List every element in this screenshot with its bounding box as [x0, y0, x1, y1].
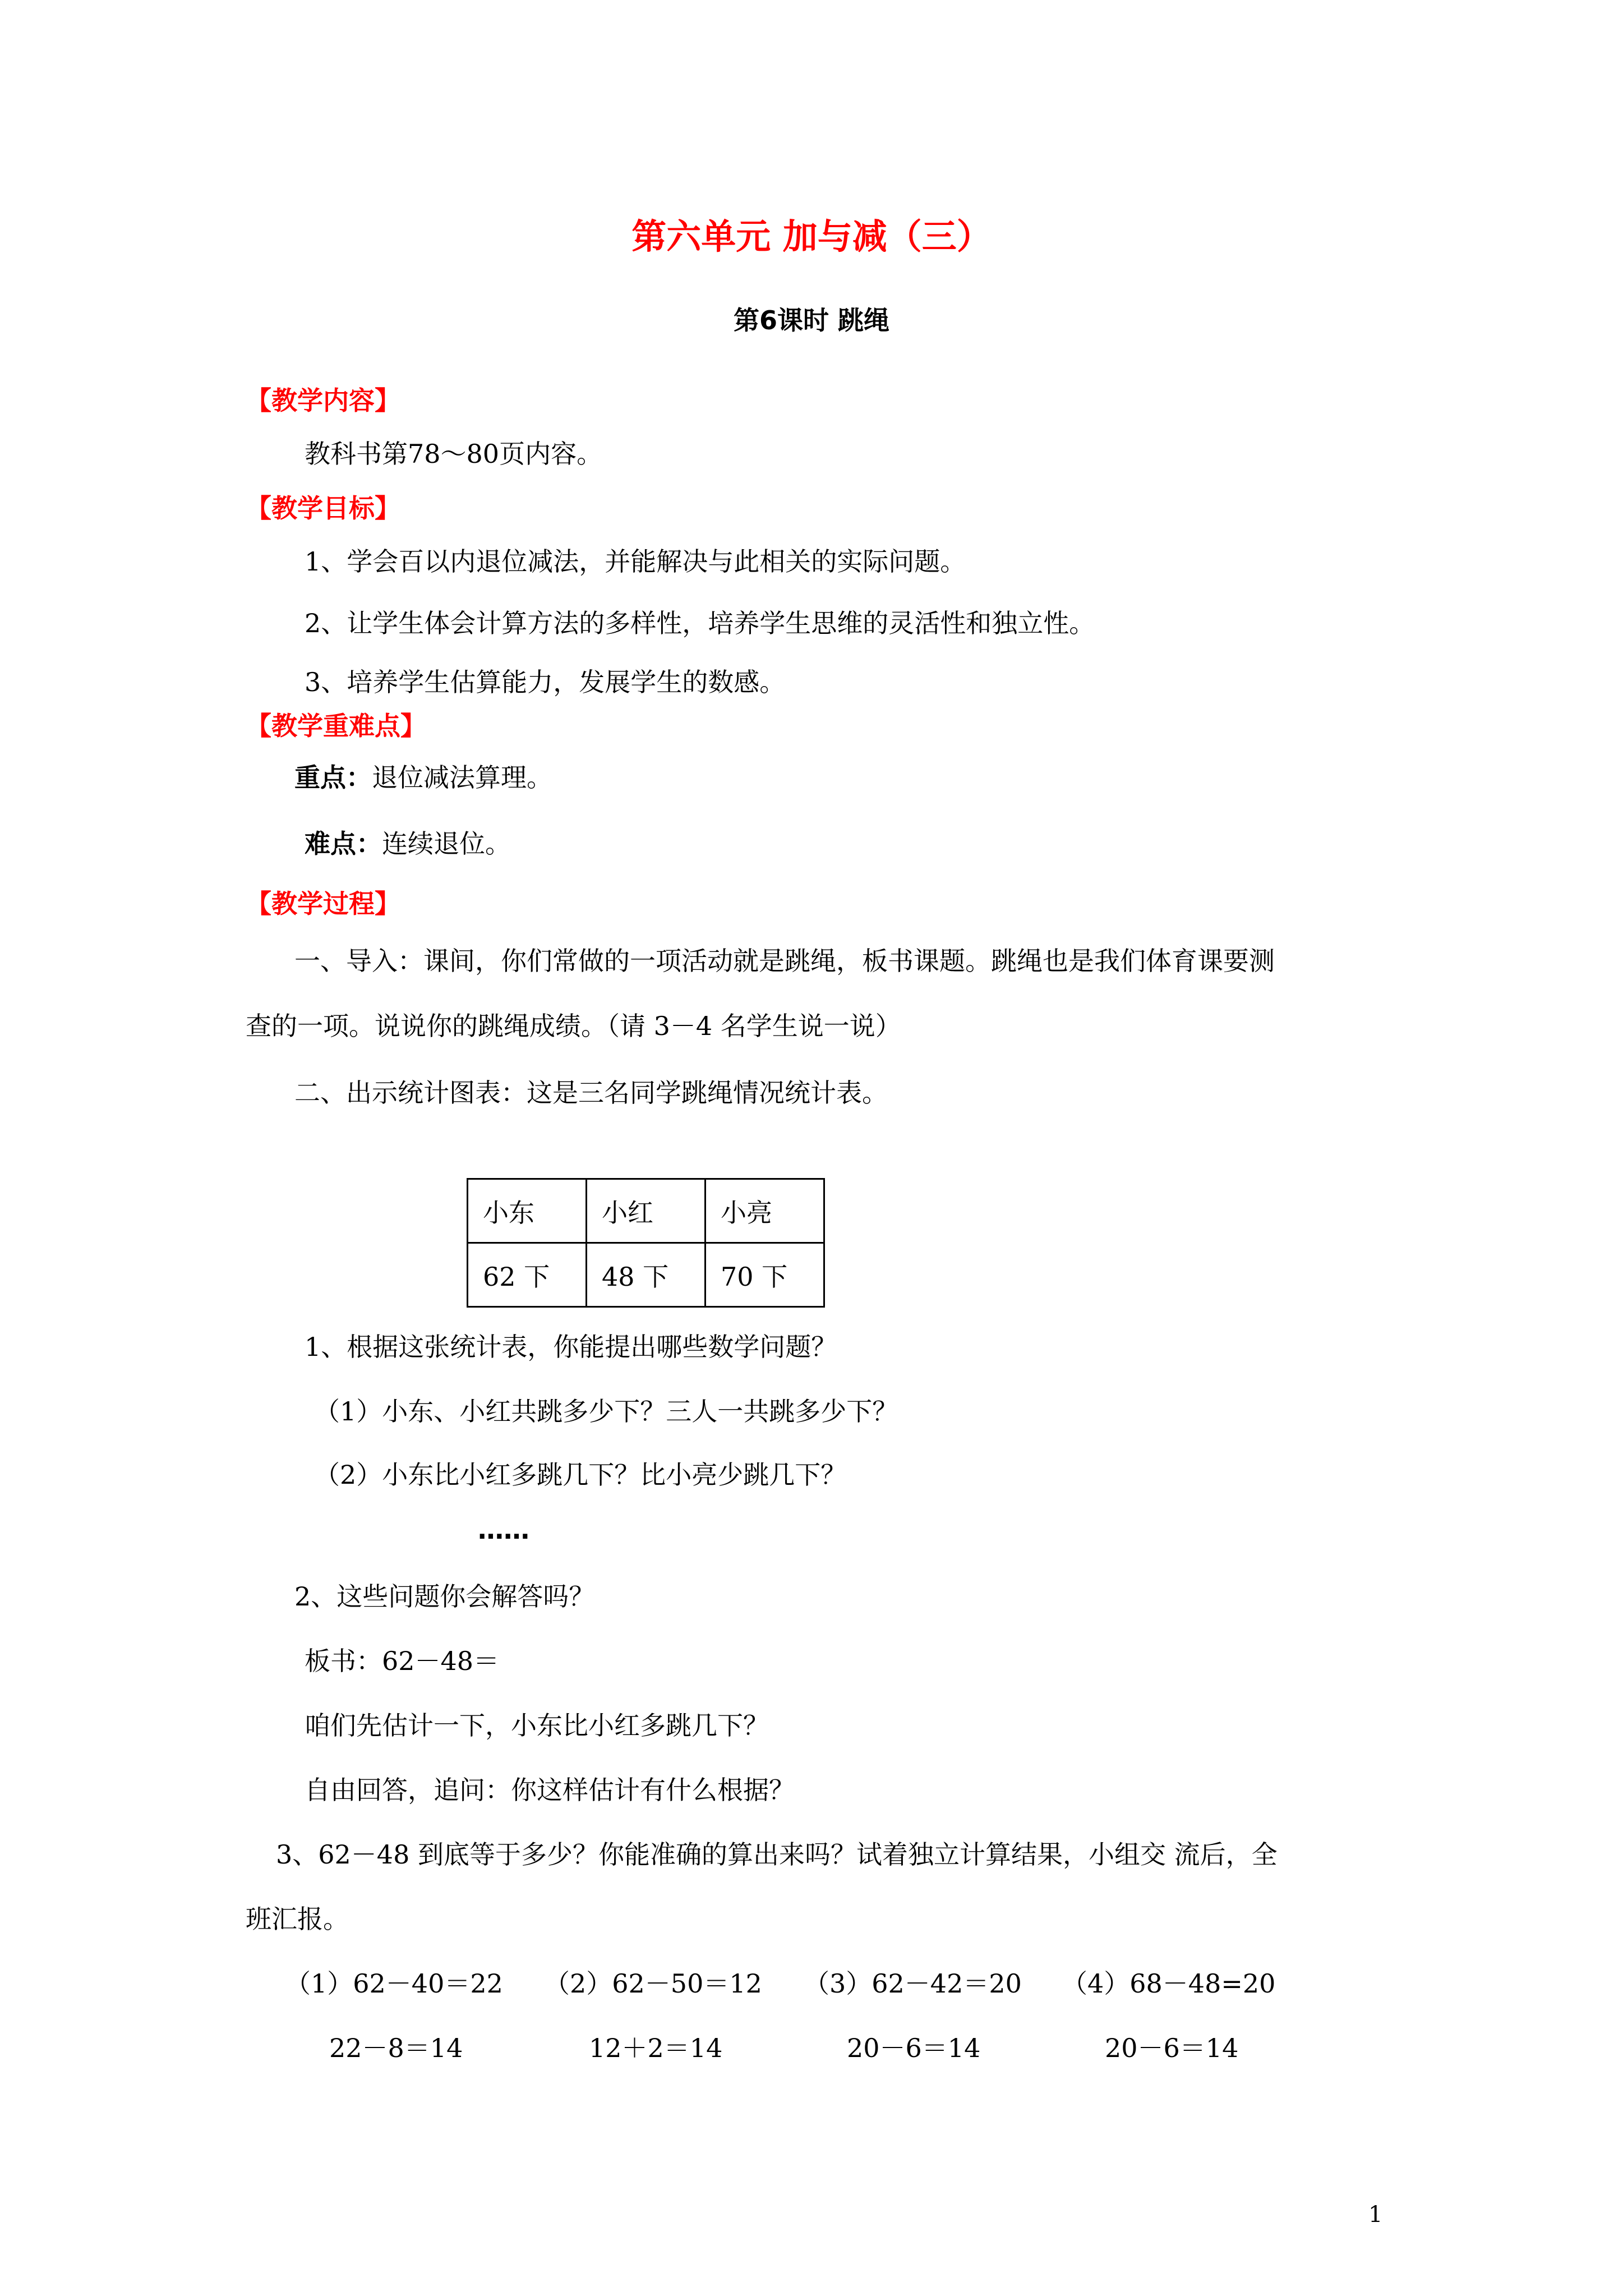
method-3-step-1: （3）62－42＝20 [804, 1968, 1022, 1999]
difficulty-label: 难点： [305, 829, 382, 859]
question-1-a: （1）小东、小红共跳多少下？三人一共跳多少下？ [314, 1396, 898, 1427]
table-cell-name: 小红 [587, 1179, 706, 1243]
jump-rope-stats-table [467, 1178, 825, 1308]
section-heading-process: 【教学过程】 [246, 889, 400, 919]
lesson-subtitle: 第6课时 跳绳 [733, 305, 890, 335]
key-text: 退位减法算理。 [372, 762, 552, 793]
table-cell-name: 小东 [468, 1179, 587, 1243]
followup-question: 自由回答，追问：你这样估计有什么根据？ [305, 1775, 795, 1805]
method-2-step-2: 12＋2＝14 [589, 2033, 723, 2063]
table-row [468, 1243, 824, 1307]
question-1: 1、根据这张统计表，你能提出哪些数学问题？ [305, 1332, 837, 1362]
document-title: 第六单元 加与减（三） [631, 216, 992, 257]
question-3-line-2: 班汇报。 [246, 1904, 349, 1934]
method-3-step-2: 20－6＝14 [847, 2033, 981, 2063]
table-cell-count: 70 下 [706, 1243, 824, 1307]
key-point [294, 757, 552, 794]
estimate-prompt: 咱们先估计一下，小东比小红多跳几下？ [305, 1710, 769, 1741]
method-4-step-1: （4）68－48=20 [1062, 1968, 1276, 1999]
difficulty-text: 连续退位。 [382, 829, 511, 859]
section-heading-goals: 【教学目标】 [246, 493, 400, 523]
key-label: 重点： [294, 762, 372, 793]
method-4-step-2: 20－6＝14 [1105, 2033, 1239, 2063]
question-2: 2、这些问题你会解答吗？ [294, 1581, 595, 1612]
ellipsis: …… [478, 1515, 529, 1545]
section-heading-key: 【教学重难点】 [246, 711, 426, 741]
table-cell-name: 小亮 [706, 1179, 824, 1243]
intro-line-1: 一、导入：课间，你们常做的一项活动就是跳绳，板书课题。跳绳也是我们体育课要测 [294, 946, 1275, 976]
table-cell-count: 62 下 [468, 1243, 587, 1307]
method-1-step-1: （1）62－40＝22 [285, 1968, 503, 1999]
page-number: 1 [1368, 2202, 1383, 2228]
method-2-step-1: （2）62－50＝12 [544, 1968, 762, 1999]
content-text: 教科书第78～80页内容。 [305, 439, 603, 469]
table-row [468, 1179, 824, 1243]
difficulty-point [305, 823, 511, 861]
goal-item-2: 2、让学生体会计算方法的多样性，培养学生思维的灵活性和独立性。 [305, 608, 1095, 638]
board-writing: 板书：62－48＝ [305, 1646, 500, 1676]
table-cell-count: 48 下 [587, 1243, 706, 1307]
question-3-line-1: 3、62－48 到底等于多少？你能准确的算出来吗？试着独立计算结果，小组交 流后，全 [276, 1839, 1278, 1870]
method-1-step-2: 22－8＝14 [329, 2033, 463, 2063]
chart-intro: 二、出示统计图表：这是三名同学跳绳情况统计表。 [294, 1078, 888, 1108]
section-heading-content: 【教学内容】 [246, 385, 400, 416]
goal-item-3: 3、培养学生估算能力，发展学生的数感。 [305, 667, 786, 697]
question-1-b: （2）小东比小红多跳几下？比小亮少跳几下？ [314, 1460, 847, 1490]
intro-line-2: 查的一项。说说你的跳绳成绩。（请 3－4 名学生说一说） [246, 1011, 901, 1041]
goal-item-1: 1、学会百以内退位减法，并能解决与此相关的实际问题。 [305, 546, 966, 577]
